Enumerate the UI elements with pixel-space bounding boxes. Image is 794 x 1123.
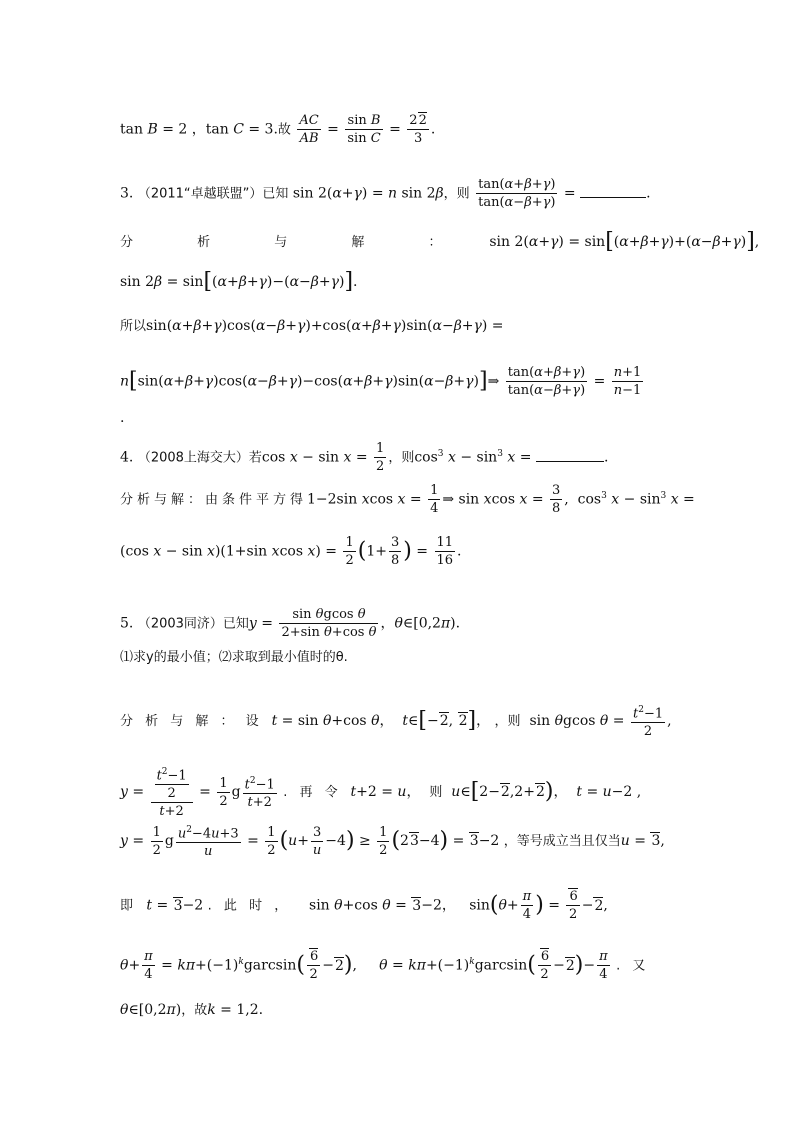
problem-3-analysis-3: 所以sin(α+β+γ)cos(α−β+γ)+cos(α+β+γ)sin(α−β+γ) = (120, 318, 504, 334)
problem-5-analysis-5: θ+ $\frac{\pi}{4}$ = $k\pi+(-1)^kgarcsin$( $\frac{6}{2}$ −2), $\theta = k\pi+(-1)^kgarcsin$( $\frac{6}{2}$ −2)− $\frac{\pi}{4}$ . 又 (120, 949, 650, 982)
fraction-ac-ab: $\frac{AC}{AB}$ (299, 113, 319, 146)
fraction-tan-ratio: $\frac{\tan(\alpha+\beta+\gamma)}{\tan(\alpha-\beta+\gamma)}$ (478, 177, 556, 210)
line-tan-result: tan B = 2 ，tan C = 3.故 $\frac{AC}{AB}$ = $\frac{\text{sin B}}{\text{sin C}}$ = $\frac{22}{3}$ . (120, 113, 436, 146)
period-mark: . (120, 410, 125, 426)
problem-4-analysis-1: 分析与解：由条件平方得1−2sin xcos x = $\frac{1}{4}$ ⇒ sin xcos x = $\frac{3}{8}$ , $\cos^3 x - \sin^3 x$ = (120, 483, 695, 516)
problem-3-analysis-1: 分 析 与 解 ： sin 2(α+γ) = sin[(α+β+γ)+(α−β+γ)], (120, 229, 760, 254)
problem-3-statement: 3. （2011“卓越联盟”）已知 sin 2(α+γ) = n sin 2β，则 $\frac{\tan(\alpha+\beta+\gamma)}{\tan(\alpha-\beta+\gamma)}$ = . (120, 177, 651, 210)
problem-3-analysis-2: sin 2β = sin[(α+β+γ)−(α−β+γ)]. (120, 269, 358, 294)
fraction-result: $\frac{22}{3}$ (409, 113, 427, 146)
answer-blank (580, 197, 646, 198)
problem-4-statement: 4. （2008上海交大）若cos x − sin x = $\frac{1}{2}$ ，则$\cos^3 x - \sin^3 x$ = . (120, 441, 609, 474)
problem-5-question: ⑴求y的最小值；⑵求取到最小值时的θ. (120, 650, 348, 665)
problem-3-analysis-4: n[sin(α+β+γ)cos(α−β+γ)−cos(α+β+γ)sin(α−β+γ)]⇒ $\frac{\tan(\alpha+\beta+\gamma)}{\tan(\alpha-\beta+\gamma)}$ = $\frac{n+1}{n-1}$ (120, 365, 642, 398)
problem-5-statement: 5. （2003同济）已知y = $\frac{\text{sin θgcos θ}}{\text{2+sin θ+cos θ}}$ ，θ∈[0,2π). (120, 607, 461, 640)
problem-5-analysis-6: θ∈[0,2π)，故k = 1,2. (120, 1002, 264, 1018)
problem-5-analysis-1: 分 析 与 解 ： 设 t = sin θ+cos θ， t∈[−2, 2]， ，则 sin θgcos θ = $\frac{t^2-1}{2}$ , (120, 702, 672, 740)
fraction-sinb-sinc: $\frac{\text{sin B}}{\text{sin C}}$ (347, 113, 381, 146)
answer-blank-4 (536, 461, 604, 462)
problem-4-analysis-2: (cos x − sin x)(1+sin xcos x) = $\frac{1}{2}$ (1+ $\frac{3}{8}$ ) = $\frac{11}{16}$ . (120, 535, 462, 568)
problem-5-analysis-3: y = $\frac{1}{2}$ g $\frac{u^2-4u+3}{u}$ = $\frac{1}{2}$ (u+ $\frac{3}{u}$ −4) ≥ $\frac{1}{2}$ (23−4) = 3−2 ，等号成立当且仅当u = 3, (120, 822, 665, 860)
problem-5-analysis-2: y = $\frac{\frac{t^2-1}{2}}{t+2}$ = $\frac{1}{2}$ g $\frac{t^2-1}{t+2}$ . 再 令 t+2 = u， 则 u∈[2−2,2+2)， t = u−2 , (120, 764, 641, 820)
problem-5-analysis-4: 即 t = 3−2 . 此 时 ， sin θ+cos θ = 3−2， sin(θ+ $\frac{\pi}{4}$ ) = $\frac{6}{2}$ −2, (120, 889, 608, 922)
